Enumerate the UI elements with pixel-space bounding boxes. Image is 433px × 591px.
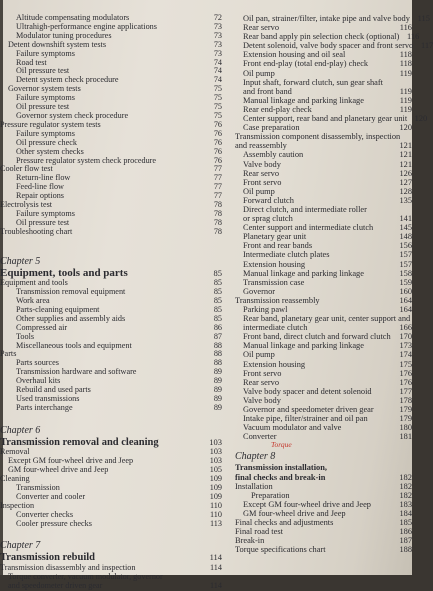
toc-entry-title: Assembly caution [243, 150, 304, 160]
toc-entry-title: Front end-play (total end-play) check [243, 59, 369, 69]
toc-entry [235, 150, 412, 159]
toc-entry-page: 109 [209, 482, 222, 492]
toc-entry-page: 115 [417, 14, 430, 23]
toc-entry-title: and speedometer driven gear [8, 580, 103, 590]
chapter-6-title: Transmission removal and cleaning [0, 436, 159, 448]
toc-entry-title: Return-line flow [16, 173, 71, 183]
toc-entry-title: Manual linkage and parking linkage [243, 341, 364, 351]
toc-entry-title: Except GM four-wheel drive and Jeep [8, 456, 134, 466]
toc-entry [235, 509, 412, 518]
toc-entry-title: Detent downshift system tests [8, 39, 107, 49]
toc-entry-page: 103 [209, 456, 222, 466]
toc-entry [235, 260, 412, 269]
toc-entry-page: 176 [399, 377, 412, 387]
toc-entry-title: Break-in [235, 536, 265, 546]
toc-entry [235, 169, 412, 178]
toc-entry [235, 178, 412, 187]
toc-entry [235, 278, 412, 287]
toc-entry-page: 174 [399, 350, 412, 360]
toc-entry-page: 77 [213, 173, 222, 183]
toc-entry [235, 323, 412, 332]
toc-entry [235, 491, 412, 500]
toc-entry-page: 178 [399, 395, 412, 405]
toc-entry-title: Cleaning [0, 473, 30, 483]
chapter-7-page: 114 [209, 552, 222, 563]
toc-entry [235, 296, 412, 305]
toc-entry-title: Planetary gear unit [243, 232, 307, 242]
toc-entry-page: 164 [399, 295, 412, 305]
toc-entry-title: Transmission [16, 482, 60, 492]
toc-entry-page: 116 [407, 32, 420, 42]
toc-entry-page: 187 [399, 536, 412, 546]
toc-entry-title: Converter [243, 432, 277, 442]
toc-block-chapter7-continued [235, 14, 433, 442]
toc-entry [235, 387, 412, 396]
toc-entry-title: Oil pump [243, 68, 275, 78]
toc-entry-title: Forward clutch [243, 195, 294, 205]
toc-entry-title: Installation [235, 481, 273, 491]
toc-entry-title: Pressure regulator system check procedure [16, 155, 157, 165]
toc-entry-page: 157 [399, 259, 412, 269]
toc-entry-title: Used transmissions [16, 393, 80, 403]
toc-entry-title: Transmission component disassembly, inspection [235, 132, 401, 142]
toc-entry [235, 536, 412, 545]
toc-entry-page: 182 [399, 481, 412, 491]
toc-entry-title: Road test [16, 57, 47, 67]
toc-entry-title: Detent system check procedure [16, 75, 119, 85]
toc-entry-title: Governor [243, 286, 276, 296]
toc-entry-title: Center support, rear band and planetary gear unit [243, 114, 408, 124]
toc-entry-page: 119 [399, 104, 412, 114]
toc-entry-title: GM four-wheel drive and Jeep [243, 508, 346, 518]
toc-entry-page: 78 [213, 217, 222, 227]
toc-entry-title: Valve body [243, 159, 281, 169]
toc-entry-page: 114 [210, 562, 222, 572]
toc-entry-page: 180 [399, 423, 412, 433]
toc-entry [0, 342, 222, 351]
toc-entry-title: Valve body [243, 395, 281, 405]
toc-entry-title: Vacuum modulator and valve [243, 423, 342, 433]
toc-entry-page: 121 [399, 159, 412, 169]
toc-entry-page: 73 [213, 48, 222, 58]
chapter-7-label: Chapter 7 [0, 540, 41, 552]
toc-entry-title: Rear band apply pin selection check (optional) [243, 32, 400, 42]
toc-entry [235, 396, 412, 405]
toc-entry-page: 185 [399, 517, 412, 527]
toc-entry-title: Intermediate clutch plates [243, 250, 330, 260]
toc-entry-page: 156 [399, 241, 412, 251]
toc-entry [235, 132, 412, 141]
toc-entry-page: 74 [213, 66, 222, 76]
toc-entry-page: 85 [213, 278, 222, 288]
toc-entry-page: 85 [213, 313, 222, 323]
toc-entry-title: Manual linkage and parking linkage [243, 95, 364, 105]
toc-entry-page: 159 [399, 277, 412, 287]
toc-entry-title: Oil pan, strainer/filter, intake pipe and valve body [243, 14, 410, 23]
toc-entry [235, 123, 412, 132]
toc-entry [235, 69, 412, 78]
toc-entry-page: 78 [213, 200, 222, 210]
toc-entry [235, 205, 412, 214]
toc-entry-title: Detent solenoid, valve body spacer and front servo [243, 41, 414, 51]
toc-entry-page: 141 [399, 214, 412, 224]
chapter-5-label: Chapter 5 [0, 255, 41, 267]
toc-entry-title: intermediate clutch [243, 323, 308, 333]
toc-entry-page: 85 [213, 295, 222, 305]
toc-entry-title: or sprag clutch [243, 214, 293, 224]
toc-entry-page: 89 [213, 402, 222, 412]
toc-left-column [0, 14, 222, 591]
toc-entry [235, 223, 412, 232]
toc-entry-title: Converter checks [16, 509, 74, 519]
toc-entry-page: 179 [399, 405, 412, 415]
chapter-8-title-row-2 [235, 473, 412, 482]
toc-entry-title: Feed-line flow [16, 182, 64, 192]
toc-entry-page: 76 [213, 146, 222, 156]
toc-entry-page: 110 [210, 509, 222, 519]
toc-entry [0, 228, 222, 237]
chapter-8-page: 182 [399, 471, 412, 482]
toc-entry-page: 160 [399, 286, 412, 296]
toc-entry-page: 114 [210, 580, 222, 590]
toc-entry-title: Oil pump [243, 186, 275, 196]
toc-entry-page: 188 [399, 545, 412, 555]
toc-entry-page: 89 [213, 393, 222, 403]
toc-entry-title: Extension housing and oil seal [243, 50, 346, 60]
toc-entry-page: 89 [213, 376, 222, 386]
toc-entry-title: Transmission removal equipment [16, 287, 126, 297]
toc-entry-page: 74 [213, 57, 222, 67]
chapter-5-page: 85 [213, 267, 222, 278]
toc-entry-title: Oil pressure test [16, 217, 70, 227]
toc-entry [235, 341, 412, 350]
toc-entry-page: 77 [213, 164, 222, 174]
toc-entry-page: 184 [399, 508, 412, 518]
toc-entry-page: 120 [399, 123, 412, 133]
toc-entry-title: Parts interchange [16, 402, 73, 412]
toc-entry-title: Front servo [243, 177, 282, 187]
toc-entry-title: Rear servo [243, 377, 280, 387]
toc-entry [0, 404, 222, 413]
toc-entry-page: 119 [399, 86, 412, 96]
toc-entry-title: Transmission disassembly and inspection [0, 562, 136, 572]
toc-entry-title: Torque specifications chart [235, 545, 326, 555]
toc-entry [235, 32, 420, 42]
toc-entry [235, 287, 412, 296]
toc-entry-title: Transmission hardware and software [16, 367, 137, 377]
toc-entry-title: Inspection [0, 500, 35, 510]
toc-entry-page: 89 [213, 385, 222, 395]
toc-entry-page: 88 [213, 349, 222, 359]
toc-entry-title: Oil pressure check [16, 137, 77, 147]
toc-entry-title: Failure symptoms [16, 128, 75, 138]
toc-entry-page: 103 [209, 447, 222, 457]
toc-entry-title: Electrolysis test [0, 200, 53, 210]
toc-entry-page: 181 [399, 432, 412, 442]
toc-entry-page: 73 [213, 21, 222, 31]
toc-entry-title: Oil pressure test [16, 102, 70, 112]
toc-entry-page: 75 [213, 102, 222, 112]
toc-entry-page: 120 [414, 114, 428, 124]
toc-entry [235, 250, 412, 259]
toc-entry [235, 23, 412, 32]
toc-entry [235, 269, 412, 278]
toc-entry-title: Troubleshooting chart [0, 226, 73, 236]
toc-entry-title: Rear servo [243, 23, 280, 33]
toc-entry-page: 78 [213, 226, 222, 236]
toc-entry [235, 314, 412, 323]
toc-entry [0, 520, 222, 529]
toc-entry [235, 432, 412, 441]
chapter-8-title-line2: final checks and break-in [235, 472, 326, 482]
toc-entry [235, 378, 412, 387]
toc-entry-title: Final checks and adjustments [235, 517, 334, 527]
toc-entry-title: Transmission case [243, 277, 305, 287]
toc-entry [235, 141, 412, 150]
toc-entry-title: Rear servo [243, 168, 280, 178]
toc-entry-title: Work area [16, 295, 50, 305]
toc-entry-page: 76 [213, 155, 222, 165]
toc-entry-page: 119 [399, 95, 412, 105]
toc-entry-title: Failure symptoms [16, 208, 75, 218]
chapter-6-label: Chapter 6 [0, 424, 41, 436]
toc-entry-title: Overhaul kits [16, 376, 61, 386]
chapter-8-title-row-1 [235, 463, 412, 472]
toc-entry [235, 196, 412, 205]
handwritten-note: Torque [271, 440, 292, 450]
toc-entry-title: Final road test [235, 527, 283, 537]
toc-entry-page: 75 [213, 93, 222, 103]
toc-entry-title: Preparation [251, 490, 290, 500]
toc-entry-page: 117 [420, 41, 433, 51]
toc-entry-page: 186 [399, 527, 412, 537]
toc-entry [235, 41, 433, 51]
toc-entry-page: 89 [213, 367, 222, 377]
chapter-7-title: Transmission rebuild [0, 552, 96, 564]
toc-entry-title: Except GM four-wheel drive and Jeep [243, 499, 371, 509]
toc-entry-page: 77 [213, 182, 222, 192]
toc-entry-title: Center support and intermediate clutch [243, 223, 374, 233]
toc-entry [235, 405, 412, 414]
toc-entry-page: 73 [213, 30, 222, 40]
toc-entry [235, 414, 412, 423]
toc-entry-title: Modulator tuning procedures [16, 30, 112, 40]
toc-entry-title: Other supplies and assembly aids [16, 313, 126, 323]
toc-entry-title: Removal [0, 447, 30, 457]
chapter-8-label: Chapter 8 [235, 451, 276, 463]
toc-entry-page: 72 [213, 13, 222, 22]
toc-entry-title: Intake pipe, filter/strainer and oil pan [243, 414, 368, 424]
toc-right-column [235, 14, 433, 555]
toc-entry [235, 14, 430, 23]
toc-entry-title: Governor and speedometer driven gear [243, 405, 374, 415]
toc-entry-page: 118 [399, 50, 412, 60]
toc-entry-page: 77 [213, 191, 222, 201]
toc-entry-title: Governor system tests [8, 84, 81, 94]
toc-entry [235, 500, 412, 509]
toc-entry [0, 466, 222, 475]
toc-entry [235, 527, 412, 536]
toc-entry-title: Direct clutch, and intermediate roller [243, 204, 367, 214]
toc-entry-page: 176 [399, 368, 412, 378]
toc-entry [235, 50, 412, 59]
chapter-6-title-row [0, 437, 222, 449]
toc-entry-title: Parts [0, 349, 17, 359]
toc-entry-title: Case preparation [243, 123, 300, 133]
toc-entry-page: 121 [399, 141, 412, 151]
toc-entry [235, 305, 412, 314]
toc-entry-title: Rear end-play check [243, 104, 312, 114]
toc-entry-page: 118 [399, 59, 412, 69]
toc-entry [235, 214, 412, 223]
toc-entry-page: 157 [399, 250, 412, 260]
toc-block-chapter6 [0, 448, 222, 528]
toc-entry-title: Cooler pressure checks [16, 518, 92, 528]
toc-entry-title: Tools [16, 331, 35, 341]
toc-entry-title: Extension housing [243, 359, 306, 369]
toc-entry-title: Front band, direct clutch and forward clutch [243, 332, 391, 342]
toc-entry-page: 148 [399, 232, 412, 242]
toc-entry-title: Pressure regulator system tests [0, 119, 101, 129]
toc-entry [235, 518, 412, 527]
toc-entry-page: 76 [213, 128, 222, 138]
toc-block-chapter5 [0, 279, 222, 413]
toc-entry [235, 114, 428, 124]
toc-entry-page: 173 [399, 341, 412, 351]
toc-entry-page: 116 [399, 23, 412, 33]
toc-entry [235, 350, 412, 359]
toc-entry [235, 241, 412, 250]
toc-entry [235, 87, 412, 96]
toc-entry-title: Transmission reassembly [235, 295, 320, 305]
toc-entry-page: 126 [399, 168, 412, 178]
toc-entry-page: 166 [399, 323, 412, 333]
toc-block-chapter8 [235, 482, 412, 555]
toc-entry-title: Compressed air [16, 322, 68, 332]
toc-entry-title: Rebuild and used parts [16, 385, 91, 395]
toc-entry-page: 75 [213, 110, 222, 120]
toc-entry-page: 88 [213, 340, 222, 350]
toc-entry-page: 73 [213, 39, 222, 49]
toc-entry-page: 87 [213, 331, 222, 341]
toc-entry-page: 78 [213, 208, 222, 218]
toc-entry-page: 85 [213, 304, 222, 314]
toc-entry [235, 332, 412, 341]
toc-entry-page: 86 [213, 322, 222, 332]
toc-entry-title: Altitude compensating modulators [16, 13, 130, 22]
toc-entry [235, 59, 412, 68]
toc-entry-title: Rear band, planetary gear unit, center support and [243, 314, 411, 324]
toc-entry [235, 160, 412, 169]
toc-block-chapter4-continued [0, 14, 222, 237]
toc-entry [235, 360, 412, 369]
toc-entry-title: Valve body spacer and detent solenoid [243, 386, 372, 396]
toc-entry-page: 128 [399, 186, 412, 196]
toc-entry [235, 482, 412, 491]
toc-entry-title: Oil pressure test [16, 66, 70, 76]
toc-entry-title: and reassembly [235, 141, 287, 151]
toc-entry [235, 105, 412, 114]
toc-entry-title: GM four-wheel drive and Jeep [8, 465, 109, 475]
toc-entry [0, 582, 222, 591]
toc-entry-title: Front and rear bands [243, 241, 313, 251]
toc-entry-title: Other system checks [16, 146, 84, 156]
toc-entry-page: 145 [399, 223, 412, 233]
toc-entry-page: 75 [213, 84, 222, 94]
toc-entry-title: Miscellaneous tools and equipment [16, 340, 132, 350]
toc-entry-page: 110 [210, 500, 222, 510]
toc-entry-title: Converter and cooler [16, 491, 86, 501]
toc-entry-title: Parts-cleaning equipment [16, 304, 100, 314]
toc-entry-page: 76 [213, 137, 222, 147]
toc-entry-page: 85 [213, 287, 222, 297]
toc-entry-page: 109 [209, 473, 222, 483]
toc-entry-title: Governor system check procedure [16, 110, 129, 120]
toc-entry-title: Failure symptoms [16, 93, 75, 103]
toc-entry-title: Extension housing [243, 259, 306, 269]
toc-entry-title: Repair options [16, 191, 64, 201]
toc-entry-page: 76 [213, 119, 222, 129]
toc-entry-page: 119 [399, 68, 412, 78]
toc-entry [235, 369, 412, 378]
toc-entry-title: Failure symptoms [16, 48, 75, 58]
toc-entry-title: Input shaft, forward clutch, sun gear shaft [243, 77, 384, 87]
toc-entry-page: 177 [399, 386, 412, 396]
toc-entry [235, 96, 412, 105]
toc-entry [235, 545, 412, 554]
toc-entry-page: 88 [213, 358, 222, 368]
toc-entry-title: Manual linkage and parking linkage [243, 268, 364, 278]
toc-entry-title: Cooler flow test [0, 164, 53, 174]
toc-entry-page: 179 [399, 414, 412, 424]
toc-entry-title: Parts sources [16, 358, 59, 368]
toc-block-chapter7 [0, 564, 222, 591]
toc-entry-page: 74 [213, 75, 222, 85]
toc-entry-title: Equipment and tools [0, 278, 68, 288]
toc-entry-page: 158 [399, 268, 412, 278]
chapter-6-page: 103 [209, 436, 222, 447]
toc-entry-page: 113 [210, 518, 222, 528]
toc-entry-page: 105 [209, 465, 222, 475]
toc-entry-title: Parking pawl [243, 305, 288, 314]
toc-entry [235, 232, 412, 241]
toc-entry-title: Ultrahigh-performance engine applications [16, 21, 157, 31]
toc-entry-title: Oil pump [243, 350, 275, 360]
chapter-5-title: Equipment, tools and parts [0, 266, 128, 279]
toc-entry-title: Front servo [243, 368, 282, 378]
toc-entry-page: 121 [399, 150, 412, 160]
toc-entry-page: 164 [399, 305, 412, 314]
toc-entry [235, 423, 412, 432]
toc-entry [235, 78, 412, 87]
toc-entry [235, 187, 412, 196]
toc-entry-page: 127 [399, 177, 412, 187]
toc-entry-page: 182 [399, 490, 412, 500]
toc-entry-page: 183 [399, 499, 412, 509]
toc-entry-title: Torque converter, vacuum modulator, governor [8, 571, 163, 581]
chapter-8-title-line1: Transmission installation, [235, 463, 327, 473]
toc-entry-page: 175 [399, 359, 412, 369]
toc-entry-title: and front band [243, 86, 292, 96]
toc-entry-page: 109 [209, 491, 222, 501]
toc-entry-page: 135 [399, 195, 412, 205]
toc-entry-page: 170 [399, 332, 412, 342]
